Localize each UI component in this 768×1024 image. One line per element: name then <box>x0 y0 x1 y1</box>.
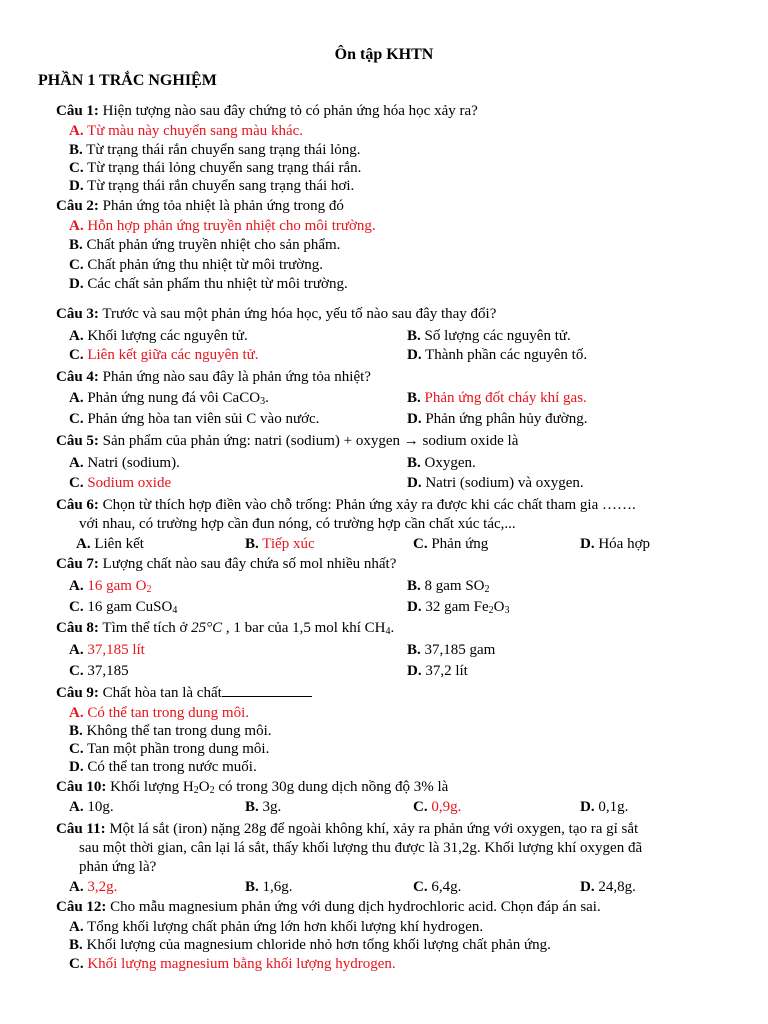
q1-option-a: A. Từ màu này chuyển sang màu khác. <box>69 123 304 139</box>
q6-option-d: D. Hóa hợp <box>580 536 651 552</box>
q6-option-b: B. Tiếp xúc <box>245 536 315 552</box>
q6-option-a: A. Liên kết <box>76 536 144 552</box>
section-heading: PHẦN 1 TRẮC NGHIỆM <box>38 72 217 89</box>
q5-option-a: A. Natri (sodium). <box>69 455 180 471</box>
q3-option-a: A. Khối lượng các nguyên tử. <box>69 328 248 344</box>
q2-option-c: C. Chất phản ứng thu nhiệt từ môi trường. <box>69 257 323 273</box>
q7-option-a: A. 16 gam $O_2$ <box>69 578 152 595</box>
question-6: Câu 6: Chọn từ thích hợp điền vào chỗ trống: Phản ứng xảy ra được khi các chất tham gia ……. <box>56 497 636 513</box>
q3-option-c: C. Liên kết giữa các nguyên tử. <box>69 347 259 363</box>
q8-option-d: D. 37,2 lít <box>407 663 468 679</box>
q12-option-c: C. Khối lượng magnesium bằng khối lượng hydrogen. <box>69 956 396 972</box>
q11-option-c: C. 6,4g. <box>413 879 462 895</box>
q5-option-d: D. Natri (sodium) và oxygen. <box>407 475 584 491</box>
q1-option-b: B. Từ trạng thái rắn chuyển sang trạng thái lỏng. <box>69 142 361 158</box>
question-10: Câu 10: Khối lượng $H_2O_2$ có trong 30g dung dịch nồng độ 3% là <box>56 779 449 796</box>
q7-option-b: B. 8 gam $SO_2$ <box>407 578 490 595</box>
q7-option-c: C. 16 gam CuSO$_4$ <box>69 599 178 616</box>
question-9: Câu 9: Chất hòa tan là chất <box>56 684 312 702</box>
question-4: Câu 4: Phản ứng nào sau đây là phản ứng tỏa nhiệt? <box>56 369 371 385</box>
question-8: Câu 8: Tìm thể tích ở 25°C , 1 bar của 1,5 mol khí $CH_4$. <box>56 620 395 637</box>
q12-option-b: B. Khối lượng của magnesium chloride nhỏ hơn tổng khối lượng chất phản ứng. <box>69 937 551 953</box>
q10-option-c: C. 0,9g. <box>413 799 462 815</box>
question-6-cont: với nhau, có trường hợp cần đun nóng, có trường hợp cần chất xúc tác,... <box>79 516 516 532</box>
question-2: Câu 2: Phản ứng tỏa nhiệt là phản ứng trong đó <box>56 198 344 214</box>
q5-option-c: C. Sodium oxide <box>69 475 172 491</box>
q5-option-b: B. Oxygen. <box>407 455 476 471</box>
q4-option-c: C. Phản ứng hòa tan viên sủi C vào nước. <box>69 411 320 427</box>
q11-option-a: A. 3,2g. <box>69 879 118 895</box>
question-11: Câu 11: Một lá sắt (iron) nặng 28g để ngoài không khí, xảy ra phản ứng với oxygen, tạo ra gỉ sắt <box>56 821 639 837</box>
question-5: Câu 5: Sản phẩm của phản ứng: natri (sodium) + oxygen → sodium oxide là <box>56 433 519 449</box>
question-7: Câu 7: Lượng chất nào sau đây chứa số mol nhiều nhất? <box>56 556 397 572</box>
q4-option-b: B. Phản ứng đốt cháy khí gas. <box>407 390 587 406</box>
q2-option-b: B. Chất phản ứng truyền nhiệt cho sản phẩm. <box>69 237 341 253</box>
q8-option-a: A. 37,185 lít <box>69 642 145 658</box>
question-11-cont-2: phản ứng là? <box>79 859 157 875</box>
q10-option-d: D. 0,1g. <box>580 799 629 815</box>
q9-option-c: C. Tan một phần trong dung môi. <box>69 741 270 757</box>
q2-option-a: A. Hỗn hợp phản ứng truyền nhiệt cho môi trường. <box>69 218 376 234</box>
q1-option-c: C. Từ trạng thái lỏng chuyển sang trạng thái rắn. <box>69 160 362 176</box>
answer-blank <box>222 684 312 697</box>
q3-option-d: D. Thành phần các nguyên tố. <box>407 347 588 363</box>
q7-option-d: D. 32 gam $Fe_2O_3$ <box>407 599 510 616</box>
q9-option-d: D. Có thể tan trong nước muối. <box>69 759 257 775</box>
q12-option-a: A. Tổng khối lượng chất phản ứng lớn hơn khối lượng khí hydrogen. <box>69 919 484 935</box>
q10-option-a: A. 10g. <box>69 799 114 815</box>
q11-option-d: D. 24,8g. <box>580 879 636 895</box>
question-11-cont: sau một thời gian, cân lại lá sắt, thấy khối lượng thu được là 31,2g. Khối lượng khí oxygen đã <box>79 840 643 856</box>
q4-option-a: A. Phản ứng nung đá vôi CaCO$_3$. <box>69 390 269 407</box>
question-3: Câu 3: Trước và sau một phản ứng hóa học, yếu tố nào sau đây thay đổi? <box>56 306 497 322</box>
q2-option-d: D. Các chất sản phẩm thu nhiệt từ môi trường. <box>69 276 348 292</box>
q4-option-d: D. Phản ứng phân hủy đường. <box>407 411 588 427</box>
q10-option-b: B. 3g. <box>245 799 282 815</box>
q3-option-b: B. Số lượng các nguyên tử. <box>407 328 571 344</box>
q9-option-b: B. Không thể tan trong dung môi. <box>69 723 272 739</box>
q1-option-d: D. Từ trạng thái rắn chuyển sang trạng thái hơi. <box>69 178 355 194</box>
q11-option-b: B. 1,6g. <box>245 879 293 895</box>
page-title: Ôn tập KHTN <box>334 46 434 63</box>
q8-option-c: C. 37,185 <box>69 663 129 679</box>
q6-option-c: C. Phản ứng <box>413 536 489 552</box>
q8-option-b: B. 37,185 gam <box>407 642 496 658</box>
q9-option-a: A. Có thể tan trong dung môi. <box>69 705 249 721</box>
question-1: Câu 1: Hiện tượng nào sau đây chứng tỏ có phản ứng hóa học xảy ra? <box>56 103 478 119</box>
question-12: Câu 12: Cho mẫu magnesium phản ứng với dung dịch hydrochloric acid. Chọn đáp án sai. <box>56 899 601 915</box>
